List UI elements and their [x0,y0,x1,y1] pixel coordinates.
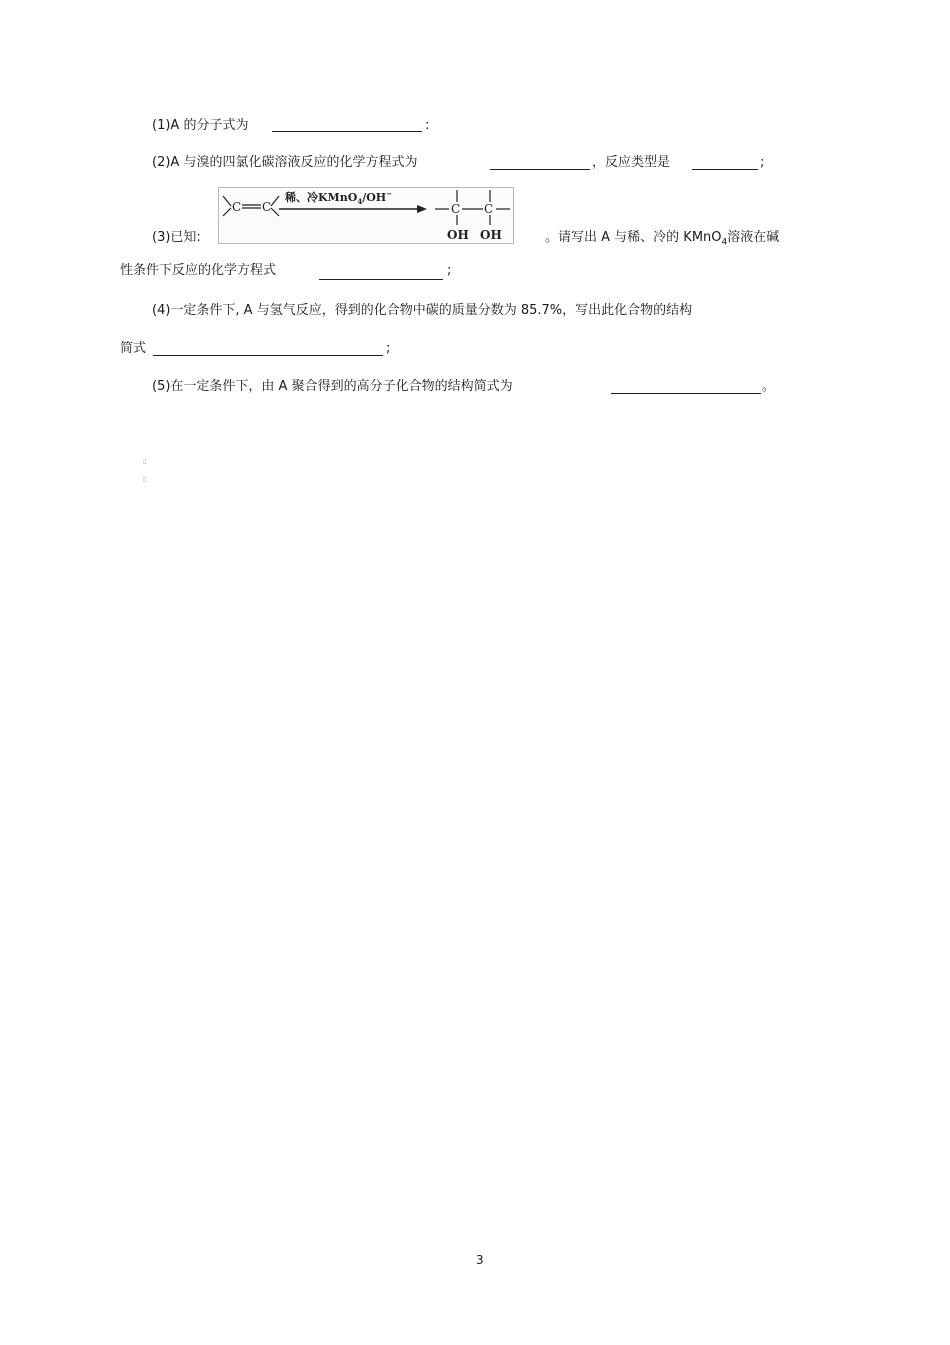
q5-label: (5)在一定条件下，由 A 聚合得到的高分子化合物的结构简式为 [152,379,513,394]
product-carbon-1: C [451,202,461,216]
q3-equation-blank[interactable] [319,279,443,280]
q1-answer-blank[interactable] [272,131,422,132]
alkene-bond [223,196,231,206]
alkene-carbon-left: C [232,200,242,214]
reaction-scheme-svg [219,188,513,243]
page-number: 3 [476,1253,484,1267]
product-hydroxyl-1: OH [447,228,469,242]
reaction-scheme-image [218,187,514,244]
product-carbon-2: C [484,202,494,216]
q2-end: ; [760,155,765,170]
q3-text-b: 溶液在碱 [727,230,780,245]
arrow-reagent-label: 稀、冷KMnO$_4$/OH− [285,189,393,206]
alkene-bond [271,208,279,216]
alkene-carbon-right: C [262,200,272,214]
q1-end: : [425,118,430,133]
q5-end: 。 [762,379,776,394]
q4-structure-blank[interactable] [153,355,383,356]
q3-text-sub: 4 [721,237,728,248]
q3-line2: 性条件下反应的化学方程式 [120,263,277,278]
q2-equation-blank[interactable] [490,169,590,170]
q3-text [545,229,779,252]
alkene-bond [223,208,231,216]
q2-mid: ，反应类型是 [592,155,671,170]
q4-line2: 简式 [120,341,147,356]
q2-reaction-type-blank[interactable] [692,169,758,170]
q4-end: ; [386,341,391,356]
arrow-head [417,205,427,213]
scan-mark: ▯ [143,458,147,465]
q4-text: (4)一定条件下, A 与氢气反应，得到的化合物中碳的质量分数为 85.7%，写出此化合物的结构 [152,303,693,318]
q3-end: ; [447,263,452,278]
product-hydroxyl-2: OH [480,228,502,242]
q2-label: (2)A 与溴的四氯化碳溶液反应的化学方程式为 [152,155,418,170]
q1-label: (1)A 的分子式为 [152,118,249,133]
scan-mark: ▯ [143,476,147,483]
q3-text-a: 。请写出 A 与稀、冷的 KMnO [545,230,722,245]
alkene-bond [271,196,279,206]
q5-polymer-blank[interactable] [611,393,761,394]
q3-label: (3)已知: [152,230,201,245]
